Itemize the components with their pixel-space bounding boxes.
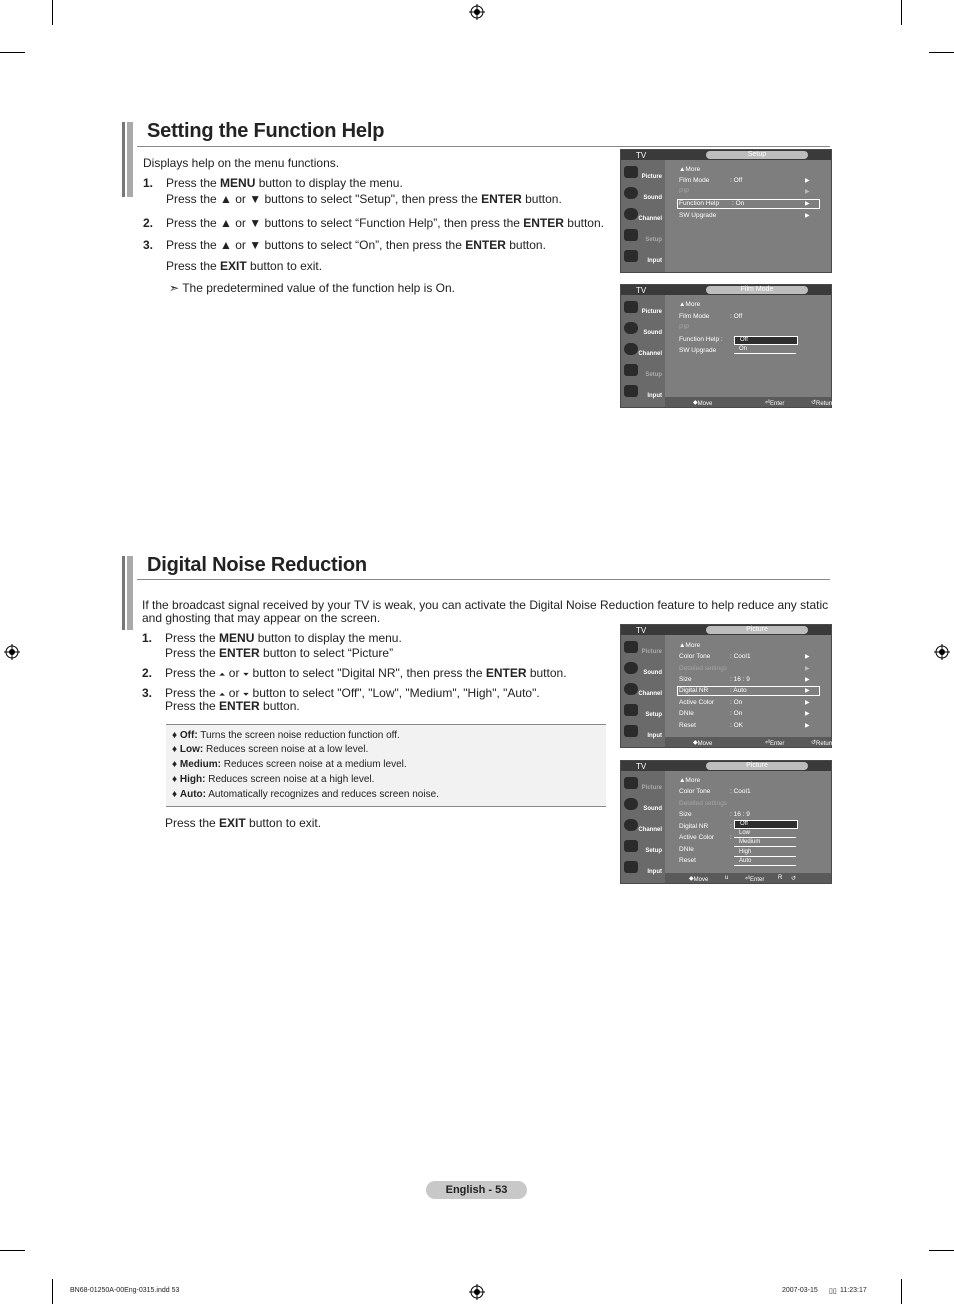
up-arrow-icon: ⏶: [219, 690, 226, 699]
crop-mark: [929, 1250, 954, 1251]
list-item: ♦ Off: Turns the screen noise reduction function off.: [172, 730, 400, 741]
footer-date: 2007-03-15: [782, 1287, 818, 1294]
step-number: 3.: [143, 238, 154, 252]
list-item: ♦ Auto: Automatically recognizes and reduces screen noise.: [172, 789, 439, 800]
picture-icon: [624, 166, 638, 178]
input-icon: [624, 250, 638, 262]
section-bar: [122, 556, 134, 630]
sound-icon: [624, 322, 638, 334]
section-rule: [137, 579, 830, 580]
channel-icon: [624, 819, 638, 831]
section-bar: [122, 122, 134, 197]
osd-tab: Setup: [706, 151, 808, 159]
picture-icon: [624, 777, 638, 789]
registration-mark-icon: [469, 4, 485, 20]
intro-text: If the broadcast signal received by your TV is weak, you can activate the Digital Noise Reduction feature to help reduce any static: [142, 598, 829, 612]
picture-icon: [624, 301, 638, 313]
step-text: Press the MENU button to display the menu.: [166, 176, 403, 190]
input-icon: [624, 385, 638, 397]
step-number: 3.: [142, 686, 153, 700]
crop-mark: [901, 0, 902, 25]
step-text: Press the MENU button to display the menu.: [165, 631, 402, 645]
step-text: Press the ENTER button to select “Picture”: [165, 646, 394, 660]
channel-icon: [624, 343, 638, 355]
page-number: English - 53: [426, 1181, 527, 1199]
section-title: Digital Noise Reduction: [147, 554, 367, 576]
section-title: Setting the Function Help: [147, 120, 385, 142]
step-text: Press the ENTER button.: [165, 699, 300, 713]
list-item: ♦ High: Reduces screen noise at a high level.: [172, 774, 375, 785]
intro-text: Displays help on the menu functions.: [143, 156, 340, 170]
picture-icon: [624, 641, 638, 653]
footer-time: 11:23:17: [840, 1287, 867, 1294]
step-text: Press the ⏶ or ⏷ button to select "Digital NR", then press the ENTER button.: [165, 666, 567, 680]
registration-mark-icon: [469, 1284, 485, 1300]
crop-mark: [929, 52, 954, 53]
down-arrow-icon: ⏷: [242, 690, 250, 699]
footer-filename: BN68-01250A-00Eng-0315.indd 53: [70, 1287, 180, 1294]
step-number: 2.: [143, 216, 154, 230]
crop-mark: [52, 0, 53, 25]
step-text: Press the ▲ or ▼ buttons to select “On”, then press the ENTER button.: [166, 238, 546, 252]
crop-mark: [0, 52, 25, 53]
setup-icon: [624, 840, 638, 852]
sound-icon: [624, 798, 638, 810]
osd-screen-setup: TV Setup Picture Sound Channel Setup Input ▲More Film Mode : Off ▶ PIP ▶ Function Help : On ▶ SW Upgrade ▶: [620, 149, 832, 273]
footer-time-icon: ▯▯: [829, 1288, 837, 1295]
crop-mark: [52, 1279, 53, 1304]
list-item: ♦ Medium: Reduces screen noise at a medium level.: [172, 759, 407, 770]
note: ➣ The predetermined value of the function help is On.: [169, 281, 456, 295]
exit-text: Press the EXIT button to exit.: [165, 816, 322, 830]
note-arrow-icon: ➣: [169, 281, 180, 295]
step-number: 1.: [143, 176, 154, 190]
osd-screen-film-mode: TV Film Mode Picture Sound Channel Setup Input ▲More Film Mode : Off PIP Function Help : SW Upgrade Off On ◆ Move ⏎ Enter ↺ Return: [620, 284, 832, 408]
setup-icon: [624, 229, 638, 241]
channel-icon: [624, 208, 638, 220]
down-arrow-icon: ⏷: [242, 670, 250, 679]
sound-icon: [624, 662, 638, 674]
crop-mark: [901, 1279, 902, 1304]
osd-screen-digital-nr: TV Picture Picture Sound Channel Setup Input ▲More Color Tone : Cool1 Detailed settings Size : 16 : 9 Digital NR : Active Color : DNIe Reset Off Low Medium High Auto ◆ Move u ⏎ Enter R ↺: [620, 760, 832, 884]
step-number: 1.: [142, 631, 153, 645]
osd-tab: Picture: [706, 762, 808, 770]
step-number: 2.: [142, 666, 153, 680]
crop-mark: [0, 1250, 25, 1251]
sound-icon: [624, 187, 638, 199]
step-text: Press the ▲ or ▼ buttons to select “Function Help”, then press the ENTER button.: [166, 216, 604, 230]
step-text: Press the ▲ or ▼ buttons to select "Setup", then press the ENTER button.: [166, 192, 562, 206]
channel-icon: [624, 683, 638, 695]
input-icon: [624, 725, 638, 737]
list-item: ♦ Low: Reduces screen noise at a low level.: [172, 744, 369, 755]
exit-text: Press the EXIT button to exit.: [166, 259, 323, 273]
osd-screen-picture: TV Picture Picture Sound Channel Setup Input ▲More Color Tone : Cool1 ▶ Detailed settings ▶ Size : 16 : 9 ▶ Digital NR : Auto ▶ Active Color : On ▶ DNIe : On ▶ Reset : OK ▶ ◆ Move ⏎ Enter ↺ Return: [620, 624, 832, 748]
intro-text: and ghosting that may appear on the screen.: [142, 611, 381, 625]
up-arrow-icon: ⏶: [219, 670, 226, 679]
setup-icon: [624, 704, 638, 716]
input-icon: [624, 861, 638, 873]
osd-tab: Film Mode: [706, 286, 808, 294]
step-text: Press the ⏶ or ⏷ button to select "Off", "Low", "Medium", "High", "Auto".: [165, 686, 540, 700]
section-rule: [137, 146, 830, 147]
osd-tab: Picture: [706, 626, 808, 634]
registration-mark-icon: [934, 644, 950, 660]
registration-mark-icon: [4, 644, 20, 660]
setup-icon: [624, 364, 638, 376]
